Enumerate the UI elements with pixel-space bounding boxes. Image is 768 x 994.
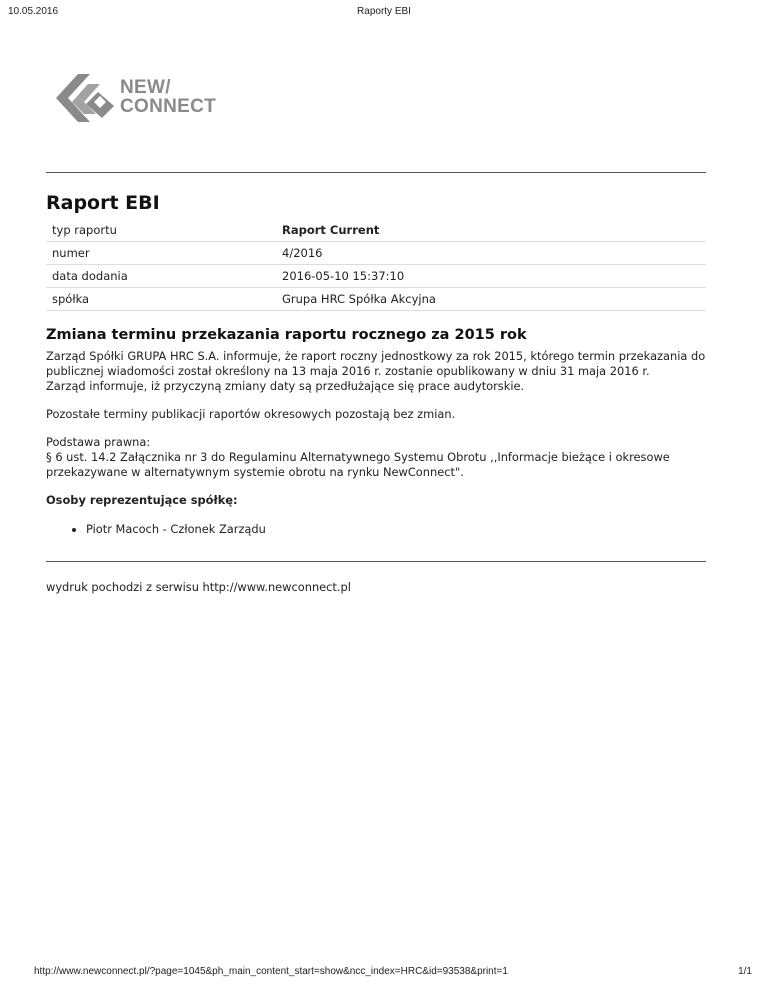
print-header xyxy=(0,6,768,20)
meta-value-date: 2016-05-10 15:37:10 xyxy=(276,265,706,288)
meta-key-date: data dodania xyxy=(46,265,276,288)
table-row xyxy=(46,288,706,311)
newconnect-logo-icon xyxy=(56,72,118,124)
report-meta-table xyxy=(46,219,706,311)
report-title: Raport EBI xyxy=(46,192,160,214)
table-row xyxy=(46,242,706,265)
report-subject: Zmiana terminu przekazania raportu rocznego za 2015 rok xyxy=(46,327,527,343)
meta-value-number: 4/2016 xyxy=(276,242,706,265)
print-date: 10.05.2016 xyxy=(8,6,59,17)
logo-line2: CONNECT xyxy=(120,96,217,117)
meta-key-type: typ raportu xyxy=(46,219,276,242)
list-item: • Piotr Macoch - Członek Zarządu xyxy=(86,522,726,537)
source-note: wydruk pochodzi z serwisu http://www.newconnect.pl xyxy=(46,580,351,594)
bottom-divider xyxy=(46,561,706,562)
persons-list xyxy=(46,522,726,537)
logo-line1: NEW/ xyxy=(120,77,171,98)
legal-basis-line: Podstawa prawna: xyxy=(46,435,151,449)
logo-wordmark xyxy=(120,78,216,116)
meta-key-number: numer xyxy=(46,242,276,265)
legal-basis-line: § 6 ust. 14.2 Załącznika nr 3 do Regulaminu Alternatywnego Systemu Obrotu ,,Informacje bieżące i okresowe xyxy=(46,450,670,464)
print-url: http://www.newconnect.pl/?page=1045&ph_main_content_start=show&ncc_index=HRC&id=93538&print=1 xyxy=(34,966,508,977)
report-content xyxy=(46,349,726,537)
persons-title: Osoby reprezentujące spółkę: xyxy=(46,493,238,507)
page-number: 1/1 xyxy=(738,966,752,977)
meta-key-company: spółka xyxy=(46,288,276,311)
newconnect-logo xyxy=(56,72,226,124)
table-row xyxy=(46,219,706,242)
paragraph-announcement xyxy=(46,349,726,394)
meta-value-company: Grupa HRC Spółka Akcyjna xyxy=(276,288,706,311)
announcement-line: Zarząd Spółki GRUPA HRC S.A. informuje, że raport roczny jednostkowy za rok 2015, którego termin przekazania do xyxy=(46,349,706,363)
print-title: Raporty EBI xyxy=(357,6,411,17)
announcement-line: publicznej wiadomości został określony na 13 maja 2016 r. zostanie opublikowany w dniu 31 maja 2016 r. xyxy=(46,364,650,378)
paragraph-legal-basis xyxy=(46,435,726,480)
announcement-line: Zarząd informuje, iż przyczyną zmiany daty są przedłużające się prace audytorskie. xyxy=(46,379,525,393)
table-row xyxy=(46,265,706,288)
meta-value-type: Raport Current xyxy=(276,219,706,242)
legal-basis-line: przekazywane w alternatywnym systemie obrotu na rynku NewConnect". xyxy=(46,465,464,479)
paragraph-other-dates: Pozostałe terminy publikacji raportów okresowych pozostają bez zmian. xyxy=(46,407,456,421)
top-divider xyxy=(46,172,706,173)
